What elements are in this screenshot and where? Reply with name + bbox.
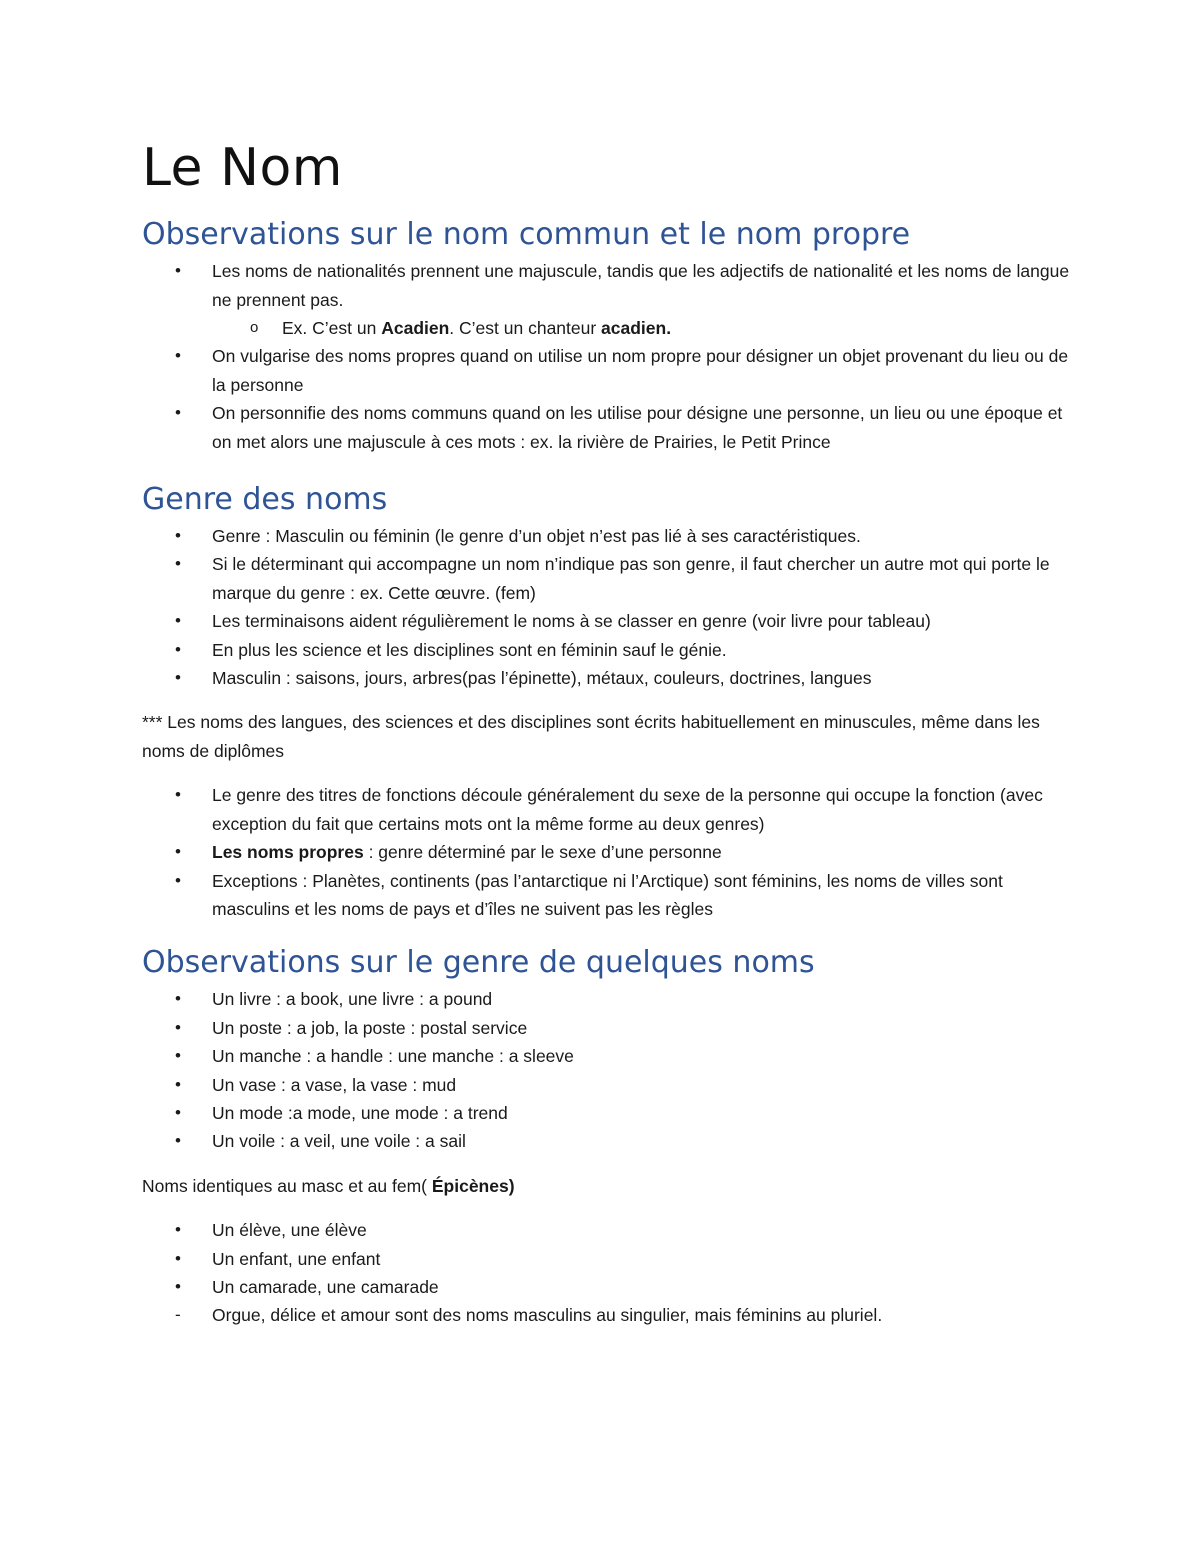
list-item-text: Un camarade, une camarade bbox=[212, 1276, 439, 1297]
sub-list-item bbox=[142, 314, 1072, 342]
list-item-text: Le genre des titres de fonctions découle généralement du sexe de la personne qui occupe la fonction (avec exception du fait que certains mots ont la même forme au deux genres) bbox=[212, 785, 1043, 834]
list-item bbox=[142, 1216, 1072, 1244]
list-item bbox=[142, 1042, 1072, 1070]
list-item bbox=[142, 1071, 1072, 1099]
list-item-text: Orgue, délice et amour sont des noms masculins au singulier, mais féminins au pluriel. bbox=[212, 1305, 883, 1326]
bullet-list bbox=[142, 985, 1072, 1155]
bullet-icon: • bbox=[175, 403, 181, 423]
list-item-text: Un enfant, une enfant bbox=[212, 1248, 381, 1269]
bullet-icon: • bbox=[175, 611, 181, 631]
list-item bbox=[142, 1127, 1072, 1155]
note-paragraph: *** Les noms des langues, des sciences et des disciplines sont écrits habituellement en minuscules, même dans les noms de diplômes bbox=[142, 712, 1040, 761]
dash-icon: - bbox=[175, 1305, 181, 1325]
bullet-icon: • bbox=[175, 526, 181, 546]
list-item-text: Un poste : a job, la poste : postal service bbox=[212, 1017, 528, 1038]
bullet-icon: • bbox=[175, 1046, 181, 1066]
list-item-text: Un mode :a mode, une mode : a trend bbox=[212, 1102, 508, 1123]
list-item bbox=[142, 607, 1072, 635]
bullet-icon: • bbox=[175, 1220, 181, 1240]
bullet-icon: • bbox=[175, 842, 181, 862]
epicenes-paragraph bbox=[142, 1172, 1072, 1200]
bullet-icon: • bbox=[175, 346, 181, 366]
list-item bbox=[142, 838, 1072, 866]
list-item bbox=[142, 1273, 1072, 1301]
section-nom-commun-propre bbox=[142, 217, 1072, 456]
list-item-text: Un élève, une élève bbox=[212, 1220, 367, 1241]
list-item-text: On personnifie des noms communs quand on les utilise pour désigne une personne, un lieu ou une époque et on met alors une majuscule à ces mots : ex. la rivière de Prairies, le Petit Prince bbox=[212, 403, 1063, 452]
list-item-text: On vulgarise des noms propres quand on utilise un nom propre pour désigner un objet provenant du lieu ou de la personne bbox=[212, 346, 1069, 395]
bullet-icon: • bbox=[175, 554, 181, 574]
list-item bbox=[142, 781, 1072, 838]
bullet-icon: • bbox=[175, 1017, 181, 1037]
bullet-icon: • bbox=[175, 785, 181, 805]
list-item-text: Un voile : a veil, une voile : a sail bbox=[212, 1131, 466, 1152]
bullet-list bbox=[142, 257, 1072, 456]
list-item-text: Masculin : saisons, jours, arbres(pas l’épinette), métaux, couleurs, doctrines, langues bbox=[212, 668, 872, 689]
section-genre-quelques-noms bbox=[142, 945, 1072, 1329]
bullet-icon: • bbox=[175, 1276, 181, 1296]
list-item-text: Un manche : a handle : une manche : a sleeve bbox=[212, 1046, 574, 1067]
list-item-text: Si le déterminant qui accompagne un nom n’indique pas son genre, il faut chercher un autre mot qui porte le marque du genre : ex. Cette œuvre. (fem) bbox=[212, 554, 1050, 603]
bullet-icon: • bbox=[175, 870, 181, 890]
sub-bullet-icon: o bbox=[250, 319, 259, 336]
list-item bbox=[142, 1014, 1072, 1042]
list-item bbox=[142, 1099, 1072, 1127]
list-item bbox=[142, 522, 1072, 550]
section-heading: Observations sur le nom commun et le nom propre bbox=[142, 217, 911, 253]
section-heading: Genre des noms bbox=[142, 482, 388, 518]
bullet-list bbox=[142, 1216, 1072, 1330]
bullet-icon: • bbox=[175, 1074, 181, 1094]
list-item-text: Un livre : a book, une livre : a pound bbox=[212, 989, 493, 1010]
bullet-icon: • bbox=[175, 1102, 181, 1122]
list-item bbox=[142, 257, 1072, 342]
list-item bbox=[142, 664, 1072, 692]
list-item bbox=[142, 985, 1072, 1013]
example-text-b: Acadien bbox=[381, 318, 450, 338]
list-item bbox=[142, 636, 1072, 664]
list-item-text: Un vase : a vase, la vase : mud bbox=[212, 1074, 457, 1095]
list-item-text: Les noms de nationalités prennent une majuscule, tandis que les adjectifs de nationalité et les noms de langue ne prennent pas. bbox=[212, 261, 1070, 310]
document-title: Le Nom bbox=[142, 138, 343, 198]
list-item bbox=[142, 1245, 1072, 1273]
bullet-icon: • bbox=[175, 261, 181, 281]
list-item-text: Les terminaisons aident régulièrement le noms à se classer en genre (voir livre pour tableau) bbox=[212, 611, 931, 632]
list-item-text: Genre : Masculin ou féminin (le genre d’un objet n’est pas lié à ses caractéristiques. bbox=[212, 526, 861, 547]
document-page bbox=[142, 140, 1072, 1356]
example-text-d: acadien. bbox=[601, 318, 672, 338]
list-item-text: : genre déterminé par le sexe d’une personne bbox=[363, 842, 722, 863]
section-genre-des-noms bbox=[142, 482, 1072, 923]
bullet-icon: • bbox=[175, 1248, 181, 1268]
epicenes-label: Noms identiques au masc et au fem( bbox=[142, 1175, 432, 1196]
epicenes-bold: Épicènes) bbox=[431, 1175, 515, 1196]
list-item-bold-text: Les noms propres bbox=[212, 842, 364, 863]
list-item bbox=[142, 550, 1072, 607]
example-text-c: . C’est un chanteur bbox=[449, 318, 602, 338]
sub-list bbox=[142, 314, 1072, 342]
list-item bbox=[142, 342, 1072, 399]
bullet-icon: • bbox=[175, 668, 181, 688]
example-text-a: Ex. C’est un bbox=[282, 318, 382, 338]
bullet-icon: • bbox=[175, 989, 181, 1009]
bullet-list bbox=[142, 522, 1072, 692]
bullet-icon: • bbox=[175, 1131, 181, 1151]
list-item-text: En plus les science et les disciplines sont en féminin sauf le génie. bbox=[212, 639, 727, 660]
section-heading: Observations sur le genre de quelques noms bbox=[142, 945, 815, 981]
list-item-text: Exceptions : Planètes, continents (pas l’antarctique ni l’Arctique) sont féminins, les noms de villes sont masculins et les noms de pays et d’îles ne suivent pas les règles bbox=[212, 870, 1003, 919]
list-item bbox=[142, 867, 1072, 924]
list-item bbox=[142, 1301, 1072, 1329]
list-item bbox=[142, 399, 1072, 456]
bullet-icon: • bbox=[175, 639, 181, 659]
bullet-list bbox=[142, 781, 1072, 923]
